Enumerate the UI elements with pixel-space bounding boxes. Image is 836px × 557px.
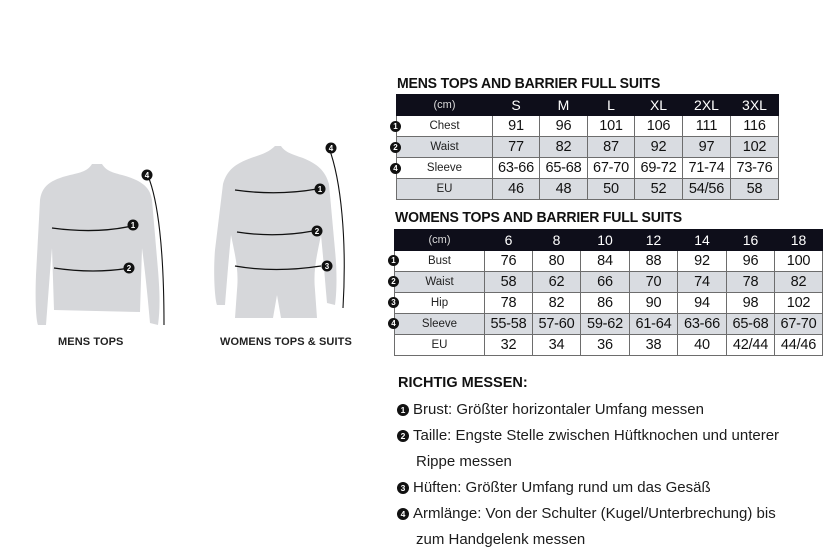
womens-marker-4 bbox=[326, 143, 337, 154]
womens-table-title: WOMENS TOPS AND BARRIER FULL SUITS bbox=[395, 210, 682, 226]
womens-sleeve-marker: 4 bbox=[388, 318, 399, 329]
mens-size-header: 2XL bbox=[683, 95, 731, 116]
svg-text:4: 4 bbox=[144, 171, 150, 180]
row-label: EU bbox=[395, 335, 485, 356]
table-cell: 80 bbox=[533, 251, 581, 272]
mens-marker-2 bbox=[124, 263, 135, 274]
table-cell: 102 bbox=[731, 137, 779, 158]
mens-chest-marker: 1 bbox=[390, 121, 401, 132]
instruction-text: Armlänge: Von der Schulter (Kugel/Unterbrechung) bis bbox=[413, 505, 776, 522]
womens-row-bust bbox=[395, 251, 823, 272]
mens-sleeve-marker: 4 bbox=[390, 163, 401, 174]
table-cell: 63-66 bbox=[493, 158, 540, 179]
table-cell: 73-76 bbox=[731, 158, 779, 179]
table-cell: 62 bbox=[533, 272, 581, 293]
table-cell: 44/46 bbox=[775, 335, 823, 356]
table-cell: 58 bbox=[731, 179, 779, 200]
instruction-item-4 bbox=[397, 505, 776, 522]
mens-marker-1 bbox=[128, 220, 139, 231]
womens-marker-2 bbox=[312, 226, 323, 237]
table-cell: 34 bbox=[533, 335, 581, 356]
svg-text:3: 3 bbox=[324, 262, 330, 271]
table-cell: 54/56 bbox=[683, 179, 731, 200]
womens-size-header: 10 bbox=[581, 230, 630, 251]
mens-silhouette bbox=[30, 160, 180, 335]
womens-unit-header: (cm) bbox=[395, 230, 485, 251]
table-cell: 101 bbox=[588, 116, 635, 137]
row-label: EU bbox=[397, 179, 493, 200]
table-cell: 58 bbox=[485, 272, 533, 293]
mens-torso-shape bbox=[36, 164, 160, 325]
womens-waist-marker: 2 bbox=[388, 276, 399, 287]
instruction-item-3 bbox=[397, 479, 711, 496]
table-cell: 87 bbox=[588, 137, 635, 158]
mens-table-title: MENS TOPS AND BARRIER FULL SUITS bbox=[397, 76, 661, 92]
table-cell: 40 bbox=[678, 335, 727, 356]
table-cell: 69-72 bbox=[635, 158, 683, 179]
table-cell: 59-62 bbox=[581, 314, 630, 335]
table-cell: 50 bbox=[588, 179, 635, 200]
womens-size-header: 6 bbox=[485, 230, 533, 251]
row-label: Bust bbox=[395, 251, 485, 272]
womens-marker-3 bbox=[322, 261, 333, 272]
table-cell: 92 bbox=[678, 251, 727, 272]
instruction-marker: 4 bbox=[397, 508, 409, 520]
womens-size-header: 16 bbox=[727, 230, 775, 251]
instruction-item-1 bbox=[397, 401, 704, 418]
mens-header-row bbox=[397, 95, 779, 116]
mens-row-chest bbox=[397, 116, 779, 137]
womens-hip-marker: 3 bbox=[388, 297, 399, 308]
womens-row-eu bbox=[395, 335, 823, 356]
table-cell: 52 bbox=[635, 179, 683, 200]
svg-text:2: 2 bbox=[314, 227, 320, 236]
row-label: Chest bbox=[397, 116, 493, 137]
instruction-item-2-cont bbox=[416, 453, 512, 470]
table-cell: 78 bbox=[727, 272, 775, 293]
table-cell: 42/44 bbox=[727, 335, 775, 356]
table-cell: 90 bbox=[630, 293, 678, 314]
womens-size-header: 8 bbox=[533, 230, 581, 251]
womens-header-row bbox=[395, 230, 823, 251]
mens-size-header: L bbox=[588, 95, 635, 116]
mens-row-eu bbox=[397, 179, 779, 200]
instruction-marker: 2 bbox=[397, 430, 409, 442]
womens-size-header: 12 bbox=[630, 230, 678, 251]
mens-row-waist bbox=[397, 137, 779, 158]
table-cell: 94 bbox=[678, 293, 727, 314]
table-cell: 66 bbox=[581, 272, 630, 293]
svg-text:1: 1 bbox=[317, 185, 323, 194]
table-cell: 77 bbox=[493, 137, 540, 158]
row-label: Waist bbox=[395, 272, 485, 293]
table-cell: 91 bbox=[493, 116, 540, 137]
table-cell: 98 bbox=[727, 293, 775, 314]
instruction-text: Brust: Größter horizontaler Umfang messen bbox=[413, 401, 704, 418]
womens-size-header: 14 bbox=[678, 230, 727, 251]
mens-size-header: M bbox=[540, 95, 588, 116]
table-cell: 61-64 bbox=[630, 314, 678, 335]
instructions-title: RICHTIG MESSEN: bbox=[398, 375, 528, 391]
svg-text:2: 2 bbox=[126, 264, 132, 273]
instruction-marker: 3 bbox=[397, 482, 409, 494]
table-cell: 32 bbox=[485, 335, 533, 356]
row-label: Sleeve bbox=[397, 158, 493, 179]
table-cell: 100 bbox=[775, 251, 823, 272]
womens-row-sleeve bbox=[395, 314, 823, 335]
mens-figure-label: MENS TOPS bbox=[58, 336, 124, 348]
table-cell: 71-74 bbox=[683, 158, 731, 179]
womens-silhouette bbox=[205, 140, 355, 325]
table-cell: 65-68 bbox=[727, 314, 775, 335]
table-cell: 65-68 bbox=[540, 158, 588, 179]
table-cell: 76 bbox=[485, 251, 533, 272]
table-cell: 82 bbox=[533, 293, 581, 314]
table-cell: 74 bbox=[678, 272, 727, 293]
table-cell: 106 bbox=[635, 116, 683, 137]
mens-size-header: 3XL bbox=[731, 95, 779, 116]
table-cell: 88 bbox=[630, 251, 678, 272]
table-cell: 36 bbox=[581, 335, 630, 356]
table-cell: 116 bbox=[731, 116, 779, 137]
table-cell: 102 bbox=[775, 293, 823, 314]
table-cell: 96 bbox=[727, 251, 775, 272]
svg-text:4: 4 bbox=[328, 144, 334, 153]
mens-row-sleeve bbox=[397, 158, 779, 179]
mens-waist-marker: 2 bbox=[390, 142, 401, 153]
instruction-text: Rippe messen bbox=[416, 453, 512, 470]
row-label: Hip bbox=[395, 293, 485, 314]
instruction-item-4-cont bbox=[416, 531, 585, 548]
womens-bust-marker: 1 bbox=[388, 255, 399, 266]
row-label: Sleeve bbox=[395, 314, 485, 335]
womens-size-table bbox=[394, 229, 823, 356]
mens-size-table bbox=[396, 94, 779, 200]
table-cell: 57-60 bbox=[533, 314, 581, 335]
instruction-text: Taille: Engste Stelle zwischen Hüftknochen und unterer bbox=[413, 427, 780, 444]
table-cell: 38 bbox=[630, 335, 678, 356]
table-cell: 67-70 bbox=[588, 158, 635, 179]
table-cell: 46 bbox=[493, 179, 540, 200]
womens-size-header: 18 bbox=[775, 230, 823, 251]
mens-marker-4 bbox=[142, 170, 153, 181]
instruction-text: Hüften: Größter Umfang rund um das Gesäß bbox=[413, 479, 711, 496]
table-cell: 84 bbox=[581, 251, 630, 272]
instruction-text: zum Handgelenk messen bbox=[416, 531, 586, 548]
row-label: Waist bbox=[397, 137, 493, 158]
womens-marker-1 bbox=[315, 184, 326, 195]
table-cell: 48 bbox=[540, 179, 588, 200]
table-cell: 92 bbox=[635, 137, 683, 158]
table-cell: 97 bbox=[683, 137, 731, 158]
table-cell: 96 bbox=[540, 116, 588, 137]
mens-size-header: XL bbox=[635, 95, 683, 116]
svg-text:1: 1 bbox=[130, 221, 136, 230]
womens-row-waist bbox=[395, 272, 823, 293]
instruction-marker: 1 bbox=[397, 404, 409, 416]
table-cell: 63-66 bbox=[678, 314, 727, 335]
table-cell: 78 bbox=[485, 293, 533, 314]
table-cell: 82 bbox=[775, 272, 823, 293]
womens-figure-label: WOMENS TOPS & SUITS bbox=[220, 336, 352, 348]
table-cell: 55-58 bbox=[485, 314, 533, 335]
mens-unit-header: (cm) bbox=[397, 95, 493, 116]
table-cell: 111 bbox=[683, 116, 731, 137]
table-cell: 82 bbox=[540, 137, 588, 158]
table-cell: 86 bbox=[581, 293, 630, 314]
table-cell: 67-70 bbox=[775, 314, 823, 335]
womens-row-hip bbox=[395, 293, 823, 314]
instruction-item-2 bbox=[397, 427, 779, 444]
table-cell: 70 bbox=[630, 272, 678, 293]
mens-size-header: S bbox=[493, 95, 540, 116]
